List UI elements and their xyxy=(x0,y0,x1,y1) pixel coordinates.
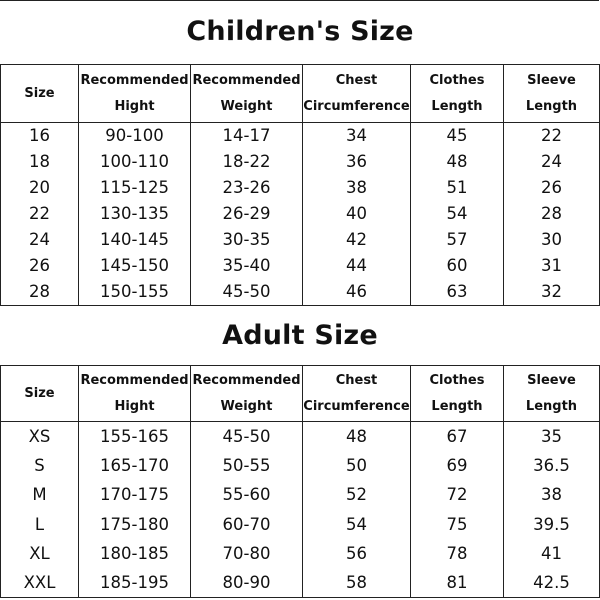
table-cell: 140-145 xyxy=(79,227,191,253)
adult-size-table xyxy=(0,365,600,598)
table-cell: 175-180 xyxy=(79,510,191,539)
table-row xyxy=(1,201,600,227)
table-cell: 58 xyxy=(303,568,411,598)
table-row xyxy=(1,422,600,452)
adult-size-title: Adult Size xyxy=(222,320,378,351)
table-cell: 30-35 xyxy=(191,227,303,253)
table-row xyxy=(1,227,600,253)
table-cell: 78 xyxy=(411,539,504,568)
adult-table-body xyxy=(1,422,600,598)
table-cell: 67 xyxy=(411,422,504,452)
column-header-chest-circumference: Chest Circumference xyxy=(303,65,411,123)
table-cell: 57 xyxy=(411,227,504,253)
column-header-recommended-weight: Recommended Weight xyxy=(191,65,303,123)
column-header-size: Size xyxy=(1,366,79,422)
table-cell: 40 xyxy=(303,201,411,227)
table-cell: 28 xyxy=(504,201,600,227)
table-cell: 81 xyxy=(411,568,504,598)
table-cell: 26-29 xyxy=(191,201,303,227)
table-cell: 185-195 xyxy=(79,568,191,598)
table-cell: 180-185 xyxy=(79,539,191,568)
table-cell: 55-60 xyxy=(191,480,303,509)
table-cell: 45 xyxy=(411,123,504,150)
table-cell: 32 xyxy=(504,279,600,306)
table-cell: 90-100 xyxy=(79,123,191,150)
table-cell: 24 xyxy=(504,149,600,175)
column-header-sleeve-length: Sleeve Length xyxy=(504,65,600,123)
children-size-title: Children's Size xyxy=(186,16,414,47)
table-cell: 26 xyxy=(1,253,79,279)
table-cell: 18 xyxy=(1,149,79,175)
table-cell: 70-80 xyxy=(191,539,303,568)
top-border xyxy=(0,0,599,1)
table-cell: 130-135 xyxy=(79,201,191,227)
table-cell: 54 xyxy=(411,201,504,227)
table-cell: 28 xyxy=(1,279,79,306)
table-header-row xyxy=(1,366,600,422)
table-cell: 170-175 xyxy=(79,480,191,509)
table-cell: 48 xyxy=(411,149,504,175)
table-cell: 24 xyxy=(1,227,79,253)
table-cell: 16 xyxy=(1,123,79,150)
table-cell: 52 xyxy=(303,480,411,509)
table-cell: 50-55 xyxy=(191,451,303,480)
table-cell: 48 xyxy=(303,422,411,452)
table-cell: 60-70 xyxy=(191,510,303,539)
table-cell: 45-50 xyxy=(191,279,303,306)
table-cell: 38 xyxy=(303,175,411,201)
table-header-row xyxy=(1,65,600,123)
table-cell: 44 xyxy=(303,253,411,279)
table-cell: 20 xyxy=(1,175,79,201)
table-cell: 63 xyxy=(411,279,504,306)
column-header-clothes-length: Clothes Length xyxy=(411,366,504,422)
table-cell: 165-170 xyxy=(79,451,191,480)
children-size-table xyxy=(0,64,600,306)
column-header-chest-circumference: Chest Circumference xyxy=(303,366,411,422)
table-cell: 54 xyxy=(303,510,411,539)
table-cell: 30 xyxy=(504,227,600,253)
table-row xyxy=(1,451,600,480)
table-row xyxy=(1,568,600,598)
table-cell: XXL xyxy=(1,568,79,598)
table-cell: 41 xyxy=(504,539,600,568)
table-cell: 150-155 xyxy=(79,279,191,306)
table-cell: 36 xyxy=(303,149,411,175)
table-cell: 75 xyxy=(411,510,504,539)
table-cell: L xyxy=(1,510,79,539)
table-cell: 69 xyxy=(411,451,504,480)
table-cell: 14-17 xyxy=(191,123,303,150)
table-cell: 50 xyxy=(303,451,411,480)
column-header-clothes-length: Clothes Length xyxy=(411,65,504,123)
column-header-recommended-weight: Recommended Weight xyxy=(191,366,303,422)
table-row xyxy=(1,149,600,175)
table-cell: 35 xyxy=(504,422,600,452)
table-cell: 36.5 xyxy=(504,451,600,480)
table-row xyxy=(1,480,600,509)
column-header-recommended-height: Recommended Hight xyxy=(79,366,191,422)
table-row xyxy=(1,253,600,279)
table-cell: 35-40 xyxy=(191,253,303,279)
table-cell: 72 xyxy=(411,480,504,509)
table-cell: 31 xyxy=(504,253,600,279)
table-cell: M xyxy=(1,480,79,509)
table-cell: 42 xyxy=(303,227,411,253)
table-cell: XS xyxy=(1,422,79,452)
table-cell: 23-26 xyxy=(191,175,303,201)
table-cell: 145-150 xyxy=(79,253,191,279)
table-cell: 18-22 xyxy=(191,149,303,175)
table-cell: 80-90 xyxy=(191,568,303,598)
table-row xyxy=(1,123,600,150)
column-header-sleeve-length: Sleeve Length xyxy=(504,366,600,422)
table-cell: 115-125 xyxy=(79,175,191,201)
table-cell: 155-165 xyxy=(79,422,191,452)
table-cell: XL xyxy=(1,539,79,568)
column-header-size: Size xyxy=(1,65,79,123)
table-cell: S xyxy=(1,451,79,480)
table-cell: 51 xyxy=(411,175,504,201)
table-row xyxy=(1,539,600,568)
table-row xyxy=(1,175,600,201)
table-cell: 38 xyxy=(504,480,600,509)
column-header-recommended-height: Recommended Hight xyxy=(79,65,191,123)
table-cell: 42.5 xyxy=(504,568,600,598)
children-table-body xyxy=(1,123,600,306)
table-cell: 39.5 xyxy=(504,510,600,539)
table-cell: 60 xyxy=(411,253,504,279)
table-cell: 34 xyxy=(303,123,411,150)
table-row xyxy=(1,279,600,306)
table-cell: 45-50 xyxy=(191,422,303,452)
table-cell: 46 xyxy=(303,279,411,306)
table-cell: 22 xyxy=(1,201,79,227)
table-cell: 26 xyxy=(504,175,600,201)
table-cell: 56 xyxy=(303,539,411,568)
table-cell: 100-110 xyxy=(79,149,191,175)
table-row xyxy=(1,510,600,539)
table-cell: 22 xyxy=(504,123,600,150)
